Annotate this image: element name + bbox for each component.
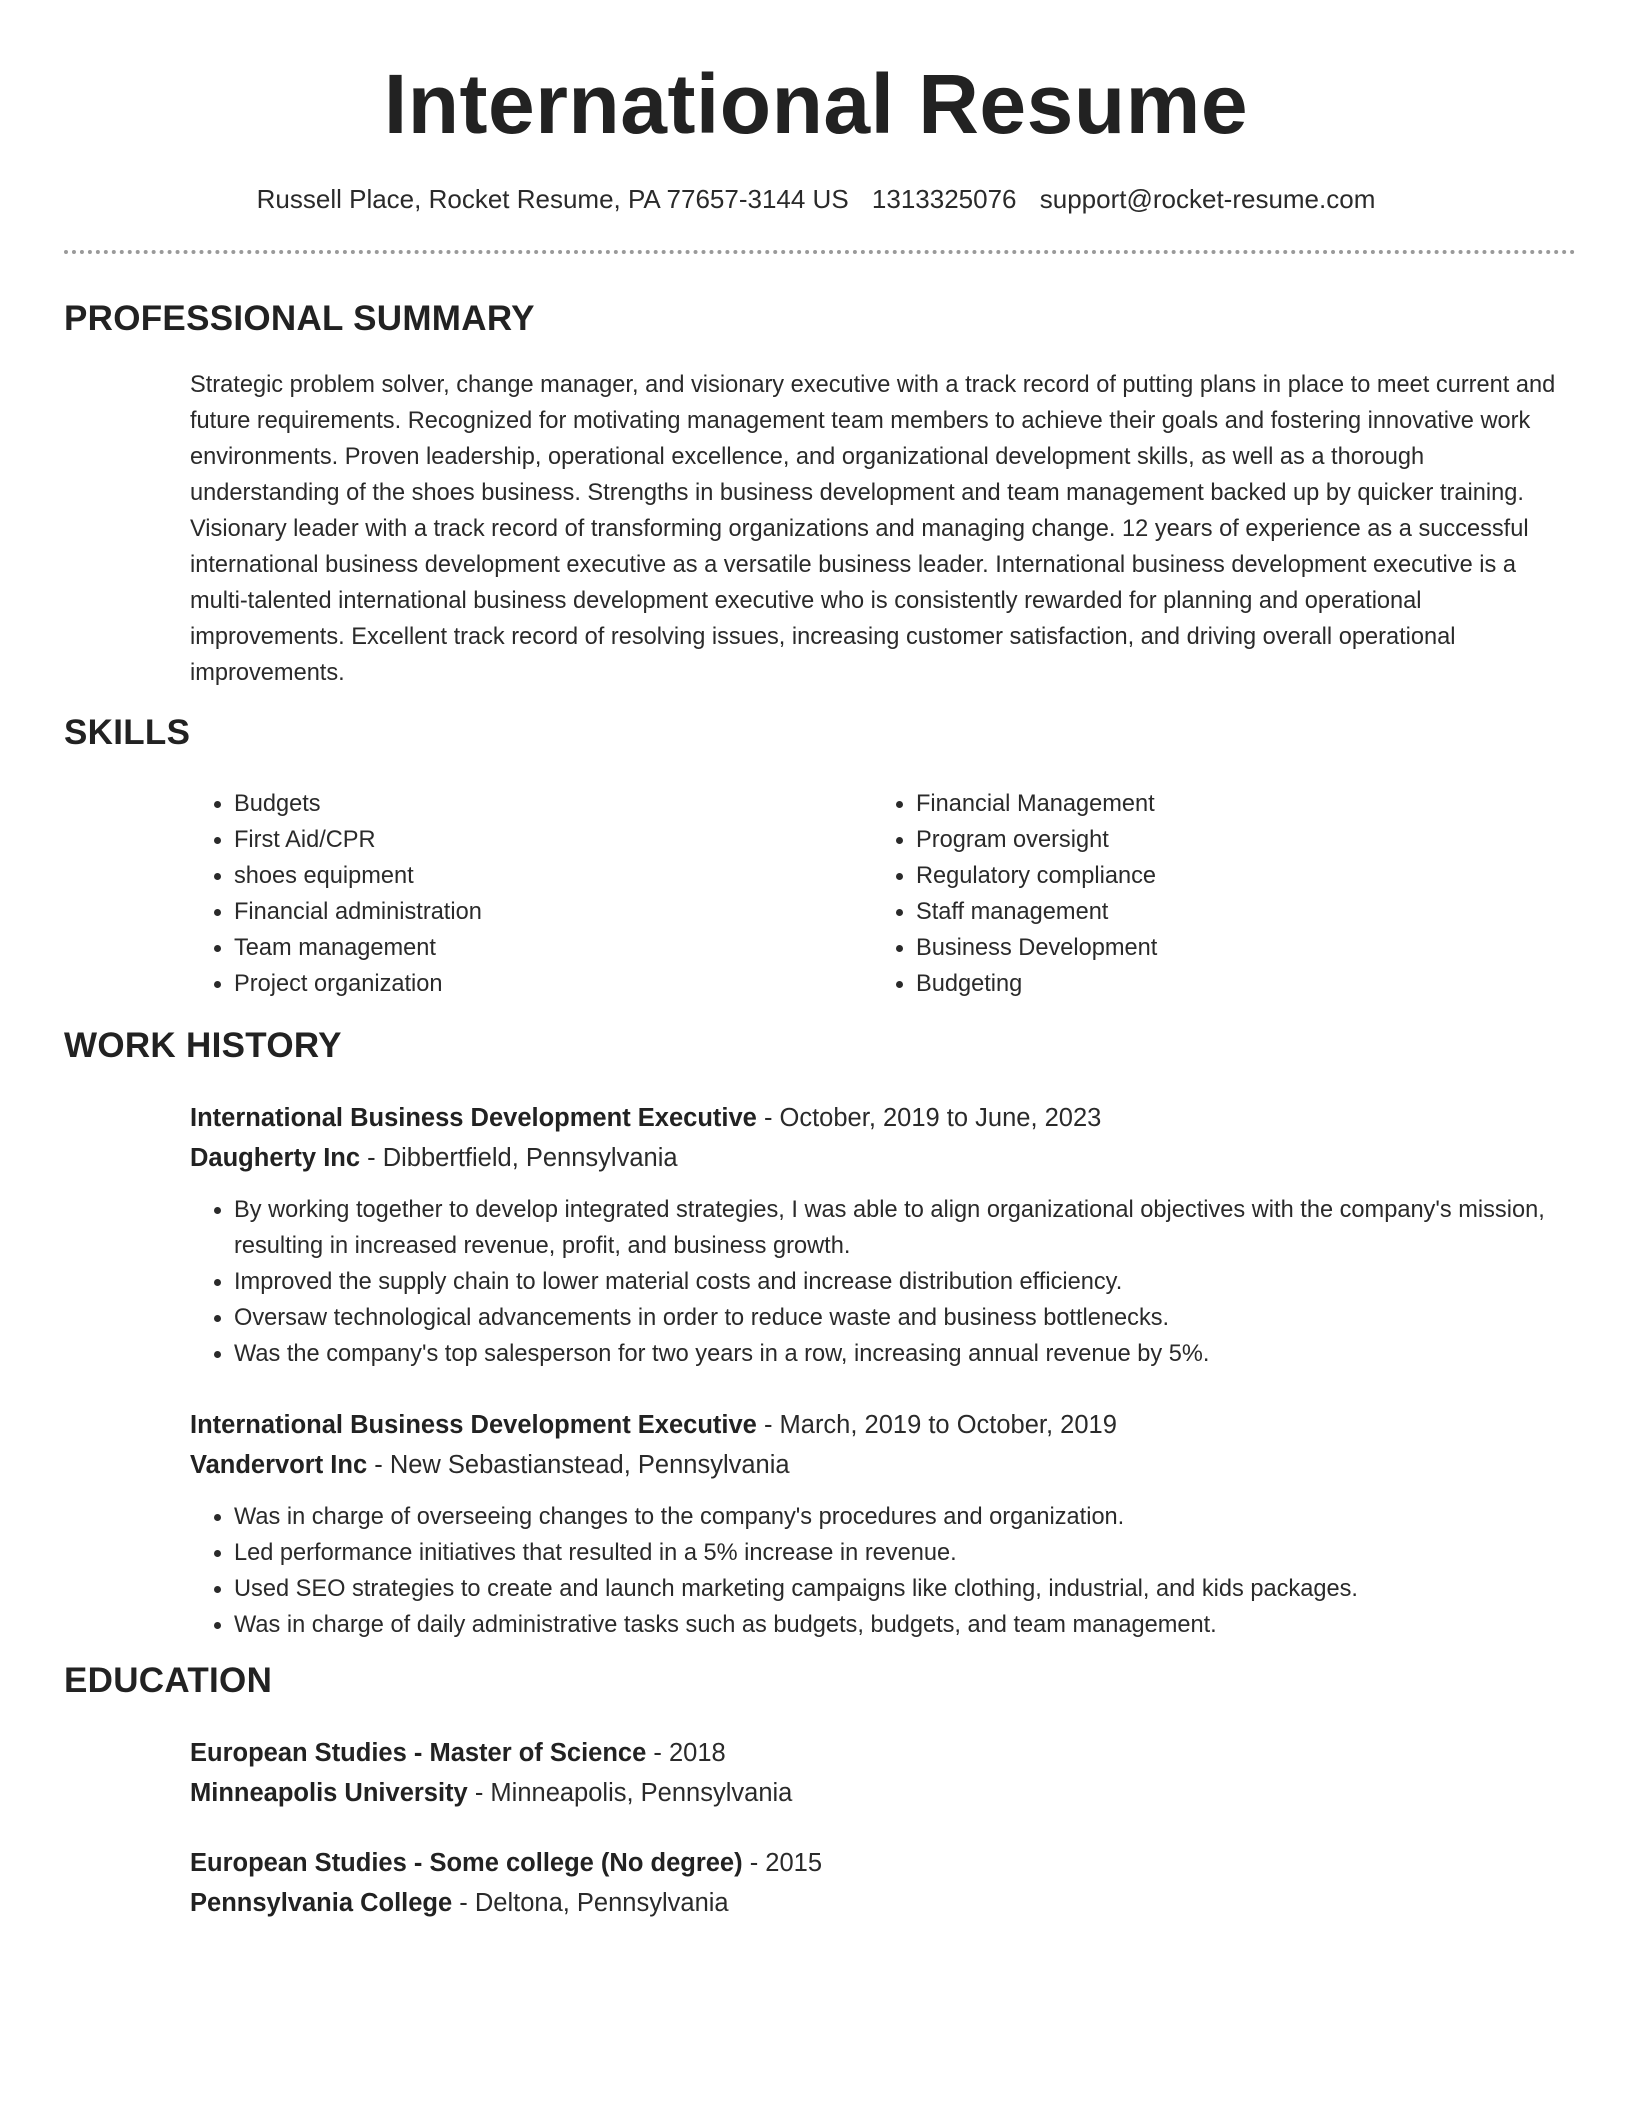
- job-company-line: [190, 1445, 1580, 1485]
- job-entry: [190, 1405, 1580, 1643]
- job-company: Vandervort Inc: [190, 1451, 368, 1479]
- skills-column-right: [872, 786, 1472, 1002]
- skill-item: • Business Development: [916, 930, 1472, 966]
- education-entry: [190, 1843, 1580, 1923]
- skill-item: • First Aid/CPR: [234, 822, 790, 858]
- job-bullets: [190, 1192, 1580, 1372]
- job-bullet: • Led performance initiatives that resulted in a 5% increase in revenue.: [234, 1535, 1580, 1571]
- skill-item: • Project organization: [234, 966, 790, 1002]
- summary-heading: PROFESSIONAL SUMMARY: [64, 299, 535, 338]
- skill-item: • Team management: [234, 930, 790, 966]
- job-entry: [190, 1098, 1580, 1372]
- skill-item: • Budgets: [234, 786, 790, 822]
- education-year: - 2015: [749, 1849, 823, 1877]
- education-degree: European Studies - Some college (No degree): [190, 1849, 743, 1877]
- education-school-line: [190, 1773, 1580, 1813]
- skills-heading: SKILLS: [64, 713, 191, 752]
- job-bullet: • Was in charge of overseeing changes to the company's procedures and organization.: [234, 1499, 1580, 1535]
- contact-phone: 1313325076: [871, 184, 1017, 214]
- skill-item: • Financial administration: [234, 894, 790, 930]
- job-title: International Business Development Executive: [190, 1104, 757, 1132]
- education-school: Pennsylvania College: [190, 1889, 453, 1917]
- job-title-line: [190, 1098, 1580, 1138]
- education-school: Minneapolis University: [190, 1779, 468, 1807]
- summary-text: Strategic problem solver, change manager, and visionary executive with a track record of putting plans in place to meet current and future requirements. Recognized for motivating management team members to achieve their goals and fostering innovative work environments. Proven leadership, operational excellence, and organizational development skills, as well as a thorough understanding of the shoes business. Strengths in business development and team management backed up by quicker training. Visionary leader with a track record of transforming organizations and managing change. 12 years of experience as a successful international business development executive as a versatile business leader. International business development executive is a multi-talented international business development executive who is consistently rewarded for planning and operational improvements. Excellent track record of resolving issues, increasing customer satisfaction, and driving overall operational improvements.: [190, 372, 1556, 686]
- skill-item: • shoes equipment: [234, 858, 790, 894]
- job-dates: - March, 2019 to October, 2019: [763, 1411, 1117, 1439]
- education-entry: [190, 1733, 1580, 1813]
- skill-item: • Regulatory compliance: [916, 858, 1472, 894]
- skill-item: • Financial Management: [916, 786, 1472, 822]
- skill-item: • Program oversight: [916, 822, 1472, 858]
- education-degree-line: [190, 1733, 1580, 1773]
- job-dates: - October, 2019 to June, 2023: [763, 1104, 1102, 1132]
- job-company-line: [190, 1138, 1580, 1178]
- job-bullet: • Improved the supply chain to lower material costs and increase distribution efficiency.: [234, 1264, 1580, 1300]
- job-title-line: [190, 1405, 1580, 1445]
- contact-line: [0, 182, 1632, 216]
- contact-email: support@rocket-resume.com: [1039, 184, 1376, 214]
- resume-title: International Resume: [383, 57, 1249, 151]
- job-bullets: [190, 1499, 1580, 1643]
- education-location: - Minneapolis, Pennsylvania: [474, 1779, 793, 1807]
- education-school-line: [190, 1883, 1580, 1923]
- skill-item: • Budgeting: [916, 966, 1472, 1002]
- work-heading: WORK HISTORY: [64, 1026, 342, 1065]
- job-bullet: • Was in charge of daily administrative tasks such as budgets, budgets, and team management.: [234, 1607, 1580, 1643]
- contact-address: Russell Place, Rocket Resume, PA 77657-3144 US: [256, 184, 849, 214]
- skill-item: • Staff management: [916, 894, 1472, 930]
- job-location: - Dibbertfield, Pennsylvania: [367, 1144, 678, 1172]
- education-degree: European Studies - Master of Science: [190, 1739, 647, 1767]
- education-location: - Deltona, Pennsylvania: [459, 1889, 729, 1917]
- education-year: - 2018: [653, 1739, 726, 1767]
- education-heading: EDUCATION: [64, 1661, 273, 1700]
- job-bullet: • Oversaw technological advancements in order to reduce waste and business bottlenecks.: [234, 1300, 1580, 1336]
- job-bullet: • Was the company's top salesperson for two years in a row, increasing annual revenue by 5%.: [234, 1336, 1580, 1372]
- education-degree-line: [190, 1843, 1580, 1883]
- job-title: International Business Development Executive: [190, 1411, 757, 1439]
- job-bullet: • By working together to develop integrated strategies, I was able to align organizational objectives with the company's mission, resulting in increased revenue, profit, and business growth.: [234, 1192, 1580, 1264]
- header-divider: [64, 250, 1576, 254]
- job-company: Daugherty Inc: [190, 1144, 361, 1172]
- job-location: - New Sebastianstead, Pennsylvania: [374, 1451, 790, 1479]
- job-bullet: • Used SEO strategies to create and launch marketing campaigns like clothing, industrial, and kids packages.: [234, 1571, 1580, 1607]
- skills-column-left: [190, 786, 790, 1002]
